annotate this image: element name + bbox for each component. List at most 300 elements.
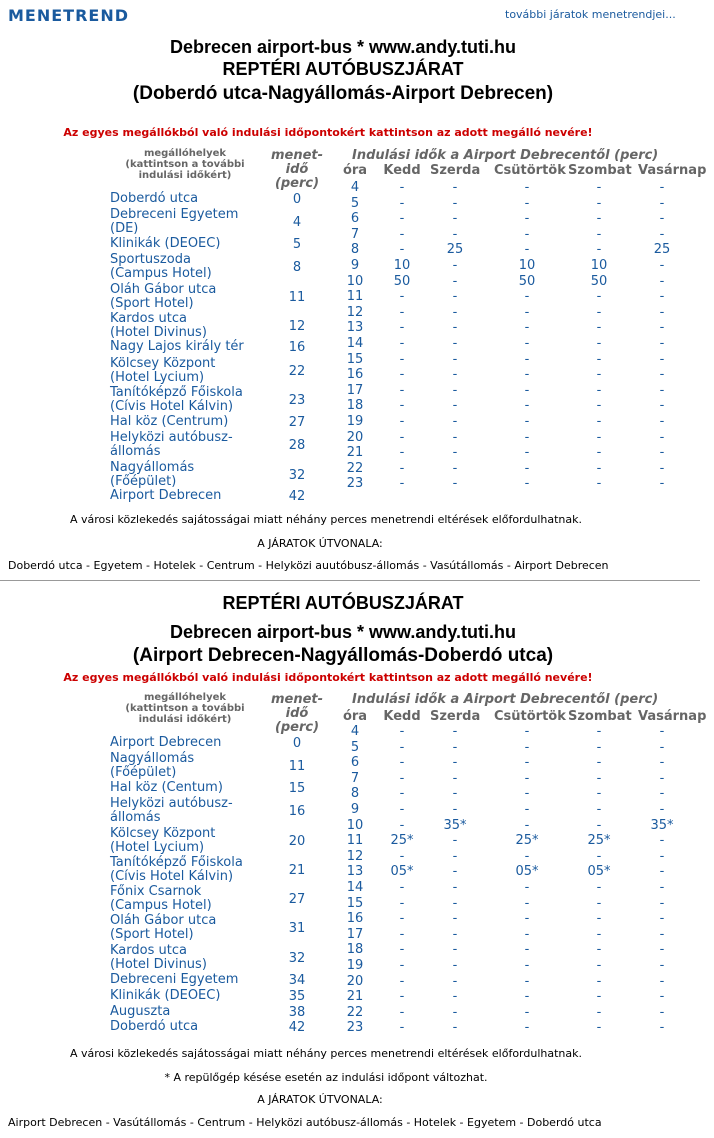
travel-time: 32 <box>288 951 306 966</box>
section-divider <box>0 580 700 581</box>
departure-cell: - <box>524 911 530 927</box>
departure-cell: - <box>452 755 458 771</box>
departure-cell: - <box>524 880 530 895</box>
departure-cell: - <box>596 739 602 755</box>
departure-cell: - <box>452 802 458 817</box>
departure-cell: - <box>452 429 458 445</box>
departure-cell: - <box>659 180 665 195</box>
departure-cell: - <box>659 864 665 880</box>
departure-cell: - <box>596 724 602 739</box>
departure-cell: - <box>452 258 458 273</box>
departure-cell: - <box>659 786 665 802</box>
stop-link[interactable]: Auguszta <box>110 1004 171 1019</box>
stop-link[interactable]: Klinikák (DEOEC) <box>110 236 221 251</box>
travel-time: 38 <box>288 1005 306 1020</box>
stop-link[interactable]: Klinikák (DEOEC) <box>110 988 221 1003</box>
departure-cell: - <box>399 414 405 429</box>
travel-time: 11 <box>288 290 306 305</box>
travel-time: 42 <box>288 489 306 504</box>
departure-cell: - <box>452 864 458 880</box>
departure-cell: - <box>399 926 405 942</box>
departure-cell: - <box>399 911 405 927</box>
hour-cell: 4 <box>350 180 360 195</box>
stop-link[interactable]: Helyközi autóbusz- állomás <box>110 430 233 459</box>
departure-cell: - <box>524 336 530 351</box>
departure-cell: - <box>596 336 602 351</box>
stop-link[interactable]: Tanítóképző Főiskola (Cívis Hotel Kálvin) <box>110 855 243 884</box>
departure-cell: - <box>596 195 602 211</box>
departure-cell: - <box>596 958 602 973</box>
departure-cell: 05* <box>390 864 414 880</box>
departure-cell: - <box>596 1004 602 1020</box>
departure-cell: - <box>452 336 458 351</box>
departure-cell: - <box>452 942 458 958</box>
departure-cell: - <box>399 460 405 476</box>
departure-cell: - <box>659 880 665 895</box>
hour-cell: 9 <box>350 802 360 817</box>
departure-cell: - <box>596 180 602 195</box>
departure-cell: 50 <box>393 273 411 289</box>
departure-cell: 50 <box>518 273 536 289</box>
departure-cell: - <box>452 273 458 289</box>
departure-cell: - <box>659 304 665 320</box>
departure-cell: - <box>399 226 405 242</box>
departure-cell: 10 <box>518 258 536 273</box>
departure-cell: - <box>524 724 530 739</box>
departure-cell: - <box>596 942 602 958</box>
departure-cell: - <box>452 739 458 755</box>
section2-day-header-0: óra <box>342 709 368 724</box>
hour-cell: 20 <box>346 429 364 445</box>
hour-cell: 15 <box>346 895 364 911</box>
section2-main-title: REPTÉRI AUTÓBUSZJÁRAT <box>222 593 464 613</box>
departure-cell: - <box>524 786 530 802</box>
departure-cell: - <box>659 755 665 771</box>
travel-time: 0 <box>292 192 302 207</box>
stop-link[interactable]: Kölcsey Központ (Hotel Lycium) <box>110 826 216 855</box>
stop-link[interactable]: Sportuszoda (Campus Hotel) <box>110 252 212 281</box>
departure-cell: 35* <box>650 817 674 833</box>
departure-cell: 35* <box>443 817 467 833</box>
section1-site-title: Debrecen airport-bus * www.andy.tuti.hu <box>169 37 517 57</box>
stop-link[interactable]: Főnix Csarnok (Campus Hotel) <box>110 884 212 913</box>
departure-cell: - <box>452 351 458 367</box>
departure-cell: - <box>452 398 458 414</box>
departure-cell: - <box>452 320 458 336</box>
hour-cell: 12 <box>346 848 364 864</box>
hour-cell: 23 <box>346 1020 364 1036</box>
departure-cell: 25* <box>390 833 414 849</box>
departure-cell: - <box>596 802 602 817</box>
stop-link[interactable]: Kardos utca (Hotel Divinus) <box>110 311 207 340</box>
departure-cell: - <box>596 289 602 305</box>
departure-cell: - <box>524 304 530 320</box>
departure-cell: - <box>399 770 405 786</box>
hour-cell: 21 <box>346 989 364 1005</box>
departure-cell: - <box>659 445 665 461</box>
section1-col-stops-header: megállóhelyek (kattintson a további indulási időkért) <box>125 148 245 181</box>
section2-site-title: Debrecen airport-bus * www.andy.tuti.hu <box>169 622 517 642</box>
departure-cell: - <box>524 942 530 958</box>
departure-cell: - <box>524 226 530 242</box>
stop-link[interactable]: Hal köz (Centum) <box>110 780 223 795</box>
departure-cell: 50 <box>590 273 608 289</box>
departure-cell: - <box>399 180 405 195</box>
departure-cell: - <box>596 304 602 320</box>
departure-cell: - <box>524 739 530 755</box>
departure-cell: - <box>452 724 458 739</box>
stop-link[interactable]: Doberdó utca <box>110 1019 199 1034</box>
departure-cell: 25 <box>653 242 671 258</box>
departure-cell: 25* <box>587 833 611 849</box>
departure-cell: - <box>524 180 530 195</box>
departure-cell: - <box>596 414 602 429</box>
departure-cell: - <box>596 476 602 492</box>
departure-cell: - <box>399 958 405 973</box>
departure-cell: - <box>659 211 665 227</box>
stop-link[interactable]: Nagyállomás (Főépület) <box>110 751 195 780</box>
travel-time: 35 <box>288 989 306 1004</box>
departure-cell: - <box>659 273 665 289</box>
departure-cell: - <box>659 1020 665 1036</box>
departure-cell: - <box>596 382 602 398</box>
hour-cell: 22 <box>346 460 364 476</box>
section2-col-departures-header: Indulási idők a Airport Debrecentől (perc) <box>352 692 659 707</box>
departure-cell: - <box>452 367 458 383</box>
departure-cell: - <box>596 211 602 227</box>
section2-day-header-2: Szerda <box>430 709 481 724</box>
departure-cell: - <box>452 382 458 398</box>
stop-link[interactable]: Tanítóképző Főiskola (Cívis Hotel Kálvin) <box>110 385 243 414</box>
departure-cell: - <box>399 398 405 414</box>
departure-cell: - <box>399 304 405 320</box>
departure-cell: - <box>452 445 458 461</box>
departure-cell: - <box>452 304 458 320</box>
departure-cell: - <box>399 382 405 398</box>
departure-cell: - <box>399 351 405 367</box>
departure-cell: - <box>399 802 405 817</box>
section1-day-header-3: Csütörtök <box>494 163 566 178</box>
departure-cell: - <box>596 848 602 864</box>
departure-cell: - <box>452 1020 458 1036</box>
departure-cell: - <box>452 476 458 492</box>
departure-cell: - <box>659 289 665 305</box>
departure-cell: - <box>524 382 530 398</box>
section1-route-title: (Doberdó utca-Nagyállomás-Airport Debrecen) <box>132 83 554 104</box>
departure-cell: - <box>524 973 530 989</box>
departure-cell: - <box>659 770 665 786</box>
hour-cell: 16 <box>346 911 364 927</box>
section1-note: A városi közlekedés sajátosságai miatt néhány perces menetrendi eltérések előfordulhatnak. <box>69 513 583 526</box>
hour-cell: 18 <box>346 398 364 414</box>
departure-cell: - <box>524 242 530 258</box>
departure-cell: - <box>524 211 530 227</box>
stop-link[interactable]: Doberdó utca <box>110 191 199 206</box>
section2-route-text: Airport Debrecen - Vasútállomás - Centrum - Helyközi autóbusz-állomás - Hotelek - Egyetem - Doberdó utca <box>8 1116 602 1129</box>
departure-cell: - <box>524 848 530 864</box>
departure-cell: - <box>524 195 530 211</box>
departure-cell: - <box>399 242 405 258</box>
hour-cell: 23 <box>346 476 364 492</box>
travel-time: 5 <box>292 237 302 252</box>
departure-cell: - <box>452 770 458 786</box>
section2-route-heading: A JÁRATOK ÚTVONALA: <box>257 1093 383 1106</box>
travel-time: 12 <box>288 319 306 334</box>
departure-cell: - <box>659 802 665 817</box>
hour-cell: 17 <box>346 382 364 398</box>
stop-link[interactable]: Nagyállomás (Főépület) <box>110 460 195 489</box>
departure-cell: - <box>399 942 405 958</box>
departure-cell: - <box>399 989 405 1005</box>
stop-link[interactable]: Airport Debrecen <box>110 488 222 503</box>
hour-cell: 18 <box>346 942 364 958</box>
departure-cell: - <box>399 195 405 211</box>
hour-cell: 8 <box>350 786 360 802</box>
hour-cell: 5 <box>350 739 360 755</box>
departure-cell: - <box>596 817 602 833</box>
travel-time: 27 <box>288 892 306 907</box>
departure-cell: - <box>399 880 405 895</box>
departure-cell: - <box>452 414 458 429</box>
departure-cell: - <box>596 367 602 383</box>
hour-cell: 6 <box>350 755 360 771</box>
stop-link[interactable]: Airport Debrecen <box>110 735 222 750</box>
departure-cell: - <box>659 848 665 864</box>
departure-cell: - <box>524 320 530 336</box>
departure-cell: - <box>452 895 458 911</box>
departure-cell: - <box>524 802 530 817</box>
stop-link[interactable]: Debreceni Egyetem <box>110 972 239 987</box>
departure-cell: - <box>524 429 530 445</box>
hour-cell: 15 <box>346 351 364 367</box>
hour-cell: 10 <box>346 817 364 833</box>
departure-cell: - <box>659 895 665 911</box>
hour-cell: 21 <box>346 445 364 461</box>
stop-link[interactable]: Hal köz (Centrum) <box>110 414 229 429</box>
departure-cell: - <box>524 895 530 911</box>
departure-cell: - <box>452 195 458 211</box>
stop-link[interactable]: Oláh Gábor utca (Sport Hotel) <box>110 913 217 942</box>
departure-cell: - <box>452 973 458 989</box>
departure-cell: - <box>452 880 458 895</box>
hour-cell: 6 <box>350 211 360 227</box>
hour-cell: 19 <box>346 958 364 973</box>
hour-cell: 12 <box>346 304 364 320</box>
hour-cell: 9 <box>350 258 360 273</box>
departure-cell: - <box>596 398 602 414</box>
departure-cell: - <box>659 398 665 414</box>
departure-cell: - <box>659 414 665 429</box>
travel-time: 15 <box>288 781 306 796</box>
departure-cell: - <box>524 460 530 476</box>
departure-cell: - <box>399 1020 405 1036</box>
travel-time: 16 <box>288 340 306 355</box>
departure-cell: - <box>659 911 665 927</box>
travel-time: 32 <box>288 468 306 483</box>
departure-cell: - <box>596 911 602 927</box>
hour-cell: 5 <box>350 195 360 211</box>
departure-cell: - <box>524 398 530 414</box>
hour-cell: 16 <box>346 367 364 383</box>
departure-cell: - <box>524 755 530 771</box>
departure-cell: - <box>596 460 602 476</box>
more-timetables-link[interactable]: további járatok menetrendjei... <box>505 8 676 21</box>
travel-time: 42 <box>288 1020 306 1035</box>
departure-cell: - <box>596 786 602 802</box>
departure-cell: - <box>399 367 405 383</box>
section2-day-header-1: Kedd <box>383 709 421 724</box>
departure-cell: - <box>596 895 602 911</box>
departure-cell: - <box>596 226 602 242</box>
departure-cell: - <box>399 817 405 833</box>
departure-cell: - <box>659 476 665 492</box>
section1-day-header-2: Szerda <box>430 163 481 178</box>
travel-time: 34 <box>288 973 306 988</box>
hour-cell: 20 <box>346 973 364 989</box>
hour-cell: 17 <box>346 926 364 942</box>
departure-cell: - <box>399 973 405 989</box>
hour-cell: 14 <box>346 336 364 351</box>
departure-cell: 25* <box>515 833 539 849</box>
section1-route-text: Doberdó utca - Egyetem - Hotelek - Centrum - Helyközi auutóbusz-állomás - Vasútállomás - Airport Debrecen <box>8 559 609 572</box>
departure-cell: - <box>596 989 602 1005</box>
stop-link[interactable]: Kölcsey Központ (Hotel Lycium) <box>110 356 216 385</box>
hour-cell: 4 <box>350 724 360 739</box>
section2-note-delay: * A repülőgép késése esetén az indulási időpont változhat. <box>164 1071 488 1084</box>
departure-cell: - <box>399 445 405 461</box>
departure-cell: 25 <box>446 242 464 258</box>
travel-time: 0 <box>292 736 302 751</box>
hour-cell: 13 <box>346 864 364 880</box>
departure-cell: - <box>596 242 602 258</box>
stop-link[interactable]: Kardos utca (Hotel Divinus) <box>110 943 207 972</box>
departure-cell: 05* <box>515 864 539 880</box>
departure-cell: - <box>659 1004 665 1020</box>
departure-cell: - <box>659 926 665 942</box>
section1-day-header-1: Kedd <box>383 163 421 178</box>
section2-route-title: (Airport Debrecen-Nagyállomás-Doberdó utca) <box>132 645 554 666</box>
departure-cell: - <box>596 1020 602 1036</box>
hour-cell: 7 <box>350 770 360 786</box>
departure-cell: - <box>659 429 665 445</box>
departure-cell: - <box>524 476 530 492</box>
departure-cell: - <box>452 180 458 195</box>
travel-time: 20 <box>288 834 306 849</box>
departure-cell: - <box>659 739 665 755</box>
departure-cell: - <box>452 460 458 476</box>
departure-cell: - <box>399 1004 405 1020</box>
departure-cell: - <box>399 895 405 911</box>
departure-cell: - <box>399 848 405 864</box>
section2-day-header-4: Szombat <box>568 709 632 724</box>
departure-cell: - <box>659 973 665 989</box>
departure-cell: - <box>659 336 665 351</box>
departure-cell: - <box>659 833 665 849</box>
departure-cell: - <box>524 770 530 786</box>
departure-cell: - <box>399 320 405 336</box>
brand-title: MENETREND <box>8 6 130 25</box>
departure-cell: - <box>659 724 665 739</box>
departure-cell: - <box>659 382 665 398</box>
hour-cell: 22 <box>346 1004 364 1020</box>
departure-cell: - <box>659 195 665 211</box>
departure-cell: - <box>452 289 458 305</box>
section2-col-time-header: menet- idő (perc) <box>270 692 324 735</box>
departure-cell: - <box>524 926 530 942</box>
departure-cell: - <box>524 817 530 833</box>
hour-cell: 8 <box>350 242 360 258</box>
departure-cell: - <box>659 958 665 973</box>
travel-time: 4 <box>292 215 302 230</box>
section1-col-departures-header: Indulási idők a Airport Debrecentől (perc) <box>352 148 659 163</box>
departure-cell: - <box>399 755 405 771</box>
stop-link[interactable]: Nagy Lajos király tér <box>110 339 244 354</box>
travel-time: 31 <box>288 921 306 936</box>
departure-cell: - <box>452 1004 458 1020</box>
departure-cell: - <box>399 429 405 445</box>
departure-cell: - <box>452 911 458 927</box>
hour-cell: 11 <box>346 833 364 849</box>
departure-cell: - <box>399 289 405 305</box>
travel-time: 22 <box>288 364 306 379</box>
section2-day-header-5: Vasárnap <box>638 709 707 724</box>
departure-cell: - <box>399 739 405 755</box>
top-bar <box>0 0 714 30</box>
section2-warning: Az egyes megállókból való indulási időpontokért kattintson az adott megálló nevére! <box>63 671 593 684</box>
travel-time: 23 <box>288 393 306 408</box>
departure-cell: - <box>524 1020 530 1036</box>
departure-cell: - <box>452 926 458 942</box>
departure-cell: 05* <box>587 864 611 880</box>
stop-link[interactable]: Oláh Gábor utca (Sport Hotel) <box>110 282 217 311</box>
departure-cell: - <box>524 989 530 1005</box>
departure-cell: - <box>399 476 405 492</box>
stop-link[interactable]: Debreceni Egyetem (DE) <box>110 207 239 236</box>
section1-day-header-0: óra <box>342 163 368 178</box>
departure-cell: - <box>452 958 458 973</box>
section1-day-header-5: Vasárnap <box>638 163 707 178</box>
section1-col-time-header: menet- idő (perc) <box>270 148 324 191</box>
departure-cell: - <box>399 786 405 802</box>
departure-cell: 10 <box>590 258 608 273</box>
departure-cell: - <box>399 336 405 351</box>
departure-cell: - <box>596 973 602 989</box>
section1-warning: Az egyes megállókból való indulási időpontokért kattintson az adott megálló nevére! <box>63 126 593 139</box>
departure-cell: - <box>659 367 665 383</box>
travel-time: 11 <box>288 759 306 774</box>
departure-cell: - <box>452 848 458 864</box>
section1-main-title: REPTÉRI AUTÓBUSZJÁRAT <box>222 59 464 79</box>
hour-cell: 14 <box>346 880 364 895</box>
departure-cell: 10 <box>393 258 411 273</box>
section2-note: A városi közlekedés sajátosságai miatt néhány perces menetrendi eltérések előfordulhatnak. <box>69 1047 583 1060</box>
departure-cell: - <box>452 833 458 849</box>
hour-cell: 11 <box>346 289 364 305</box>
travel-time: 16 <box>288 804 306 819</box>
stop-link[interactable]: Helyközi autóbusz- állomás <box>110 796 233 825</box>
departure-cell: - <box>596 429 602 445</box>
departure-cell: - <box>596 351 602 367</box>
section2-col-stops-header: megállóhelyek (kattintson a további indulási időkért) <box>125 692 245 725</box>
hour-cell: 7 <box>350 226 360 242</box>
departure-cell: - <box>524 958 530 973</box>
departure-cell: - <box>596 445 602 461</box>
departure-cell: - <box>524 367 530 383</box>
departure-cell: - <box>596 320 602 336</box>
departure-cell: - <box>596 880 602 895</box>
travel-time: 21 <box>288 863 306 878</box>
departure-cell: - <box>659 226 665 242</box>
